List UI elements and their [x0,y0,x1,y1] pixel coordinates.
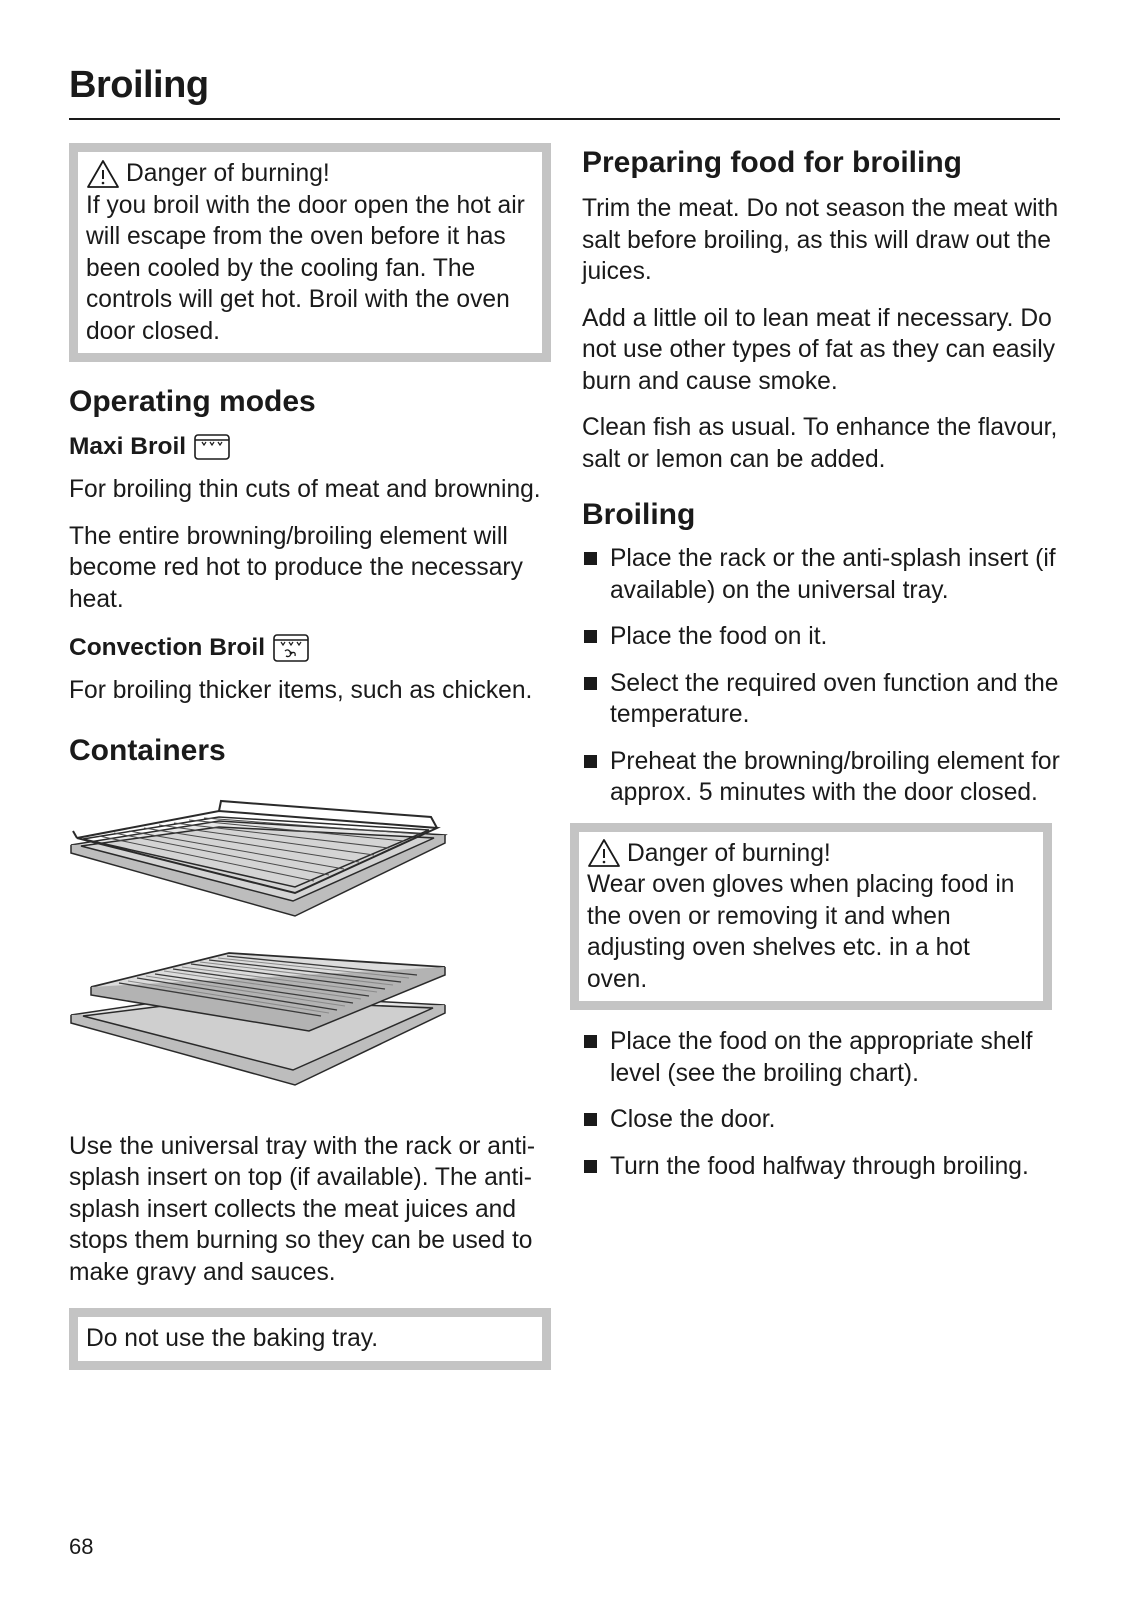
warning-heading [86,158,534,190]
preparing-p2: Add a little oil to lean meat if necessary. Do not use other types of fat as they can easily burn and cause smoke. [582,304,1056,395]
warning-text: If you broil with the door open the hot air will escape from the oven before it has been cooled by the cooling fan. The controls will get hot. Broil with the oven door closed. [86,191,525,345]
list-item: Turn the food halfway through broiling. [582,1151,1062,1183]
list-item: Place the food on it. [582,621,1062,653]
convection-broil-heading [69,633,551,663]
page-title: Broiling [69,64,209,106]
warning-heading [587,838,1035,870]
maxi-broil-desc-1: For broiling thin cuts of meat and browning. [69,476,541,503]
maxi-broil-heading [69,432,551,462]
list-item: Place the food on the appropriate shelf level (see the broiling chart). [582,1026,1062,1089]
maxi-broil-symbol-icon [194,434,230,460]
preparing-p1: Trim the meat. Do not season the meat with salt before broiling, as this will draw out the juices. [582,195,1059,285]
convection-broil-desc: For broiling thicker items, such as chicken. [69,677,533,704]
maxi-broil-desc-2: The entire browning/broiling element will become red hot to produce the necessary heat. [69,522,523,613]
preparing-heading: Preparing food for broiling [582,146,962,179]
convection-broil-symbol-icon [273,634,309,662]
containers-heading: Containers [69,733,226,767]
warning-heading-text: Danger of burning! [126,160,330,187]
broiling-steps-a [582,543,1062,809]
preparing-p3: Clean fish as usual. To enhance the flavour, salt or lemon can be added. [582,414,1058,473]
page-number: 68 [69,1534,94,1559]
containers-text: Use the universal tray with the rack or anti-splash insert on top (if available). The anti-splash insert collects the meat juices and stops them burning so they can be used to make gravy and sauces. [69,1132,536,1286]
title-rule [69,118,1060,120]
convection-broil-label: Convection Broil [69,634,266,661]
warning-triangle-icon [86,159,120,189]
list-item: Preheat the browning/broiling element for approx. 5 minutes with the door closed. [582,746,1062,809]
warning-text: Wear oven gloves when placing food in the oven or removing it and when adjusting oven shelves etc. in a hot oven. [587,871,1015,993]
maxi-broil-label: Maxi Broil [69,433,187,460]
anti-splash-insert-illustration [69,945,459,1095]
list-item: Close the door. [582,1104,1062,1136]
oven-gloves-warning-box [570,823,1052,1011]
right-column [582,143,1062,1182]
list-item: Select the required oven function and the temperature. [582,668,1062,731]
warning-heading-text: Danger of burning! [627,839,831,867]
broiling-steps-b [582,1026,1062,1182]
left-column [69,143,551,1370]
burn-warning-box [69,143,551,362]
rack-on-tray-illustration [69,783,459,923]
baking-tray-note: Do not use the baking tray. [86,1325,379,1352]
baking-tray-note-box [69,1308,551,1370]
operating-modes-heading: Operating modes [69,385,316,418]
broiling-heading: Broiling [582,498,696,531]
list-item: Place the rack or the anti-splash insert (if available) on the universal tray. [582,543,1062,606]
warning-triangle-icon [587,838,621,868]
